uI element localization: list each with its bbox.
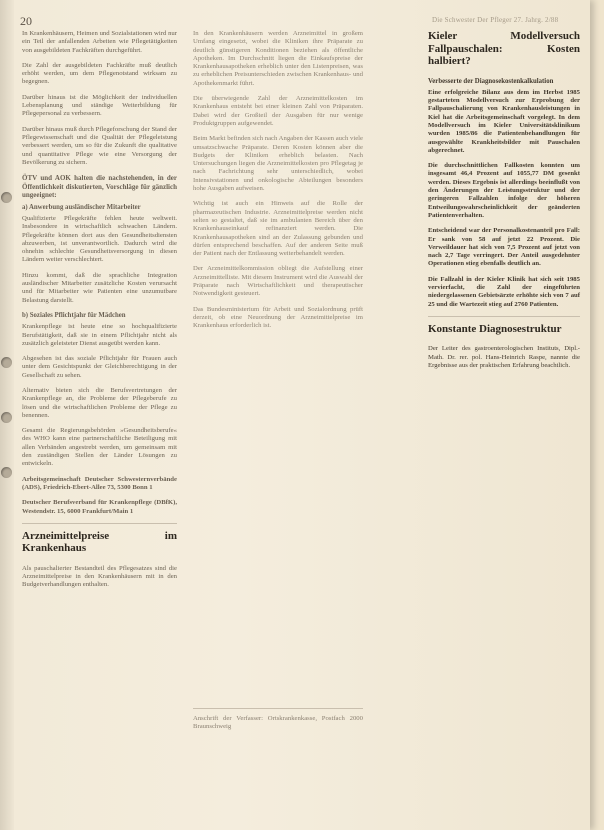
paragraph: Darüber hinaus ist die Möglichkeit der individuellen Lebensplanung und ständige Weiterbildung für Pflegepersonal zu verbessern.: [22, 93, 177, 118]
punch-hole: [1, 192, 12, 203]
column-right: [428, 30, 580, 377]
paragraph: Abgesehen ist das soziale Pflichtjahr für Frauen auch unter dem Gesichtspunkt der Gleichberechtigung in der Gesellschaft zu sehen.: [22, 355, 177, 379]
paragraph: Gesamt die Regierungsbehörden »Gesundheitsberufe« des WHO kann eine partnerschaftliche Beteiligung mit allen Verbänden angestrebt werden, um gemeinsam mit den zuständigen Stellen der Länder Lösungen zu entwickeln.: [22, 427, 177, 468]
paragraph: Qualifizierte Pflegekräfte fehlen heute weltweit. Insbesondere in wirtschaftlich schwachen Ländern. Pflegekräfte können dort aus den Gesundheitsdiensten abzuwerben, ist unverantwortlich. Dadurch wird die ohnehin schlechte Gesundheitsversorgung in diesen Ländern weiter verschlechtert.: [22, 214, 177, 264]
paragraph: Entscheidend war der Personalkostenanteil pro Fall: Er sank von 58 auf jetzt 22 Prozent. Die Verweildauer hat sich von 7,5 Prozent auf jetzt von nach 2,7 Tage verringert. Der Anteil ausgedehnter Operationen stieg ebenfalls deutlich an.: [428, 227, 580, 268]
contact-address: Deutscher Berufsverband für Krankenpflege (DBfK), Westendstr. 15, 6000 Frankfurt/Main 1: [22, 499, 177, 515]
paragraph: Darüber hinaus muß durch Pflegeforschung der Stand der Pflegewissenschaft und die Qualität der Pflegeleistung verbessert werden, um so für die Zukunft die qualitative und quantitative Pflege wie eine Versorgung der Bevölkerung zu sichern.: [22, 125, 177, 166]
subheading-b: b) Soziales Pflichtjahr für Mädchen: [22, 311, 126, 319]
paragraph: Als pauschalierter Bestandteil des Pflegesatzes sind die Arzneimittelpreise in den Krankenhäusern mit in den Budgetverhandlungen enthalten.: [22, 564, 177, 589]
binding-strip: [0, 0, 14, 830]
divider: [428, 316, 580, 317]
column-left: [22, 30, 177, 597]
paragraph: In Krankenhäusern, Heimen und Sozialstationen wird nur ein Teil der anfallenden Arbeiten wie Pflegetätigkeiten von ausgebildeten Fachkräften durchgeführt.: [22, 30, 177, 54]
punch-hole: [1, 412, 12, 423]
paragraph: Die Fallzahl in der Kieler Klinik hat sich seit 1985 vervierfacht, die Zahl der eingeführten niedergelassenen Gebietsärzte erhöhte sich von 7 auf 25 und die Wartezeit stieg auf 2760 Patienten.: [428, 275, 580, 308]
paragraph: Die Zahl der ausgebildeten Fachkräfte muß deutlich erhöht werden, um dem Pflegenotstand wirksam zu begegnen.: [22, 61, 177, 86]
paragraph: Die überwiegende Zahl der Arzneimittelkosten im Krankenhaus entsteht bei einer kleinen Zahl von Präparaten. Dabei wird der Großteil der Ausgaben für nur wenige Produktgruppen aufgewendet.: [193, 95, 363, 127]
author-box: [193, 702, 363, 739]
article-headline: Kieler Modellversuch Fallpauschalen: Kosten halbiert?: [428, 30, 580, 67]
running-head: Die Schwester Der Pfleger 27. Jahrg. 2/88: [432, 16, 559, 24]
paragraph: Die durchschnittlichen Fallkosten konnten um insgesamt 46,4 Prozent auf 1055,77 DM gesenkt werden. Dieses Ergebnis ist allerdings beeinflußt von den Änderungen der Leistungsstruktur und der geringeren Fallzahlen infolge der höheren Entweilungswahrscheinlichkeit der geänderten Patientenverhalten.: [428, 162, 580, 219]
paragraph: Alternativ bieten sich die Berufsvertretungen der Krankenpflege an, die Probleme der Pflegeberufe zu lösen und die wirtschaftlichen Probleme der Pflege zu benennen.: [22, 387, 177, 419]
page-number: 20: [20, 14, 32, 28]
paragraph: Der Arzneimittelkommission obliegt die Aufstellung einer Arzneimittelliste. Mit diesem Instrument wird die Auswahl der Präparate nach Wirtschaftlichkeit und therapeutischer Notwendigkeit gesteuert.: [193, 265, 363, 298]
punch-hole: [1, 357, 12, 368]
demands-heading: ÖTV und AOK halten die nachstehenden, in der Öffentlichkeit diskutierten, Vorschläge für gänzlich ungeeignet:: [22, 174, 177, 200]
section-title: Arzneimittelpreise im Krankenhaus: [22, 529, 177, 555]
paragraph: Das Bundesministerium für Arbeit und Sozialordnung prüft derzeit, ob eine Neuordnung der Arzneimittelpreise im Krankenhaus erforderlich ist.: [193, 305, 363, 330]
divider: [193, 708, 363, 709]
column-middle: [193, 30, 363, 731]
subheading-a: a) Anwerbung ausländischer Mitarbeiter: [22, 203, 141, 211]
paragraph: Eine erfolgreiche Bilanz aus dem im Herbst 1985 gestarteten Modellversuch zur Erprobung der Fallpauschalierung von Krankenhausleistungen in Kiel hat die Arbeitsgemeinschaft vorgelegt. In dem Modellversuch im Kieler Universitätsklinikum wurden 1985/86 die Patientenbehandlungen für ausgewählte Krankheitsbilder mit Pauschalen abgerechnet.: [428, 88, 580, 154]
article-subheading: Verbesserte der Diagnosekostenkalkulation: [428, 77, 554, 85]
paragraph: Hinzu kommt, daß die sprachliche Integration ausländischer Mitarbeiter zusätzliche Kosten verursacht und für Mitarbeiter wie Patienten eine unzumutbare Belastung darstellt.: [22, 271, 177, 304]
author-footer: Anschrift der Verfasser: Ortskrankenkasse, Postfach 2000 Braunschweig: [193, 715, 363, 731]
contact-address: Arbeitsgemeinschaft Deutscher Schwesternverbände (ADS), Friedrich-Ebert-Allee 73, 5300 Bonn 1: [22, 475, 177, 491]
divider: [22, 523, 177, 524]
punch-hole: [1, 467, 12, 478]
section-title: Konstante Diagnosestruktur: [428, 322, 562, 335]
paragraph: In den Krankenhäusern werden Arzneimittel in großem Umfang eingesetzt, wobei die Kliniken ihre Präparate zu deutlich günstigeren Konditionen beziehen als öffentliche Apotheken. Im Durchschnitt liegen die Einkaufspreise der Krankenhausapotheken erheblich unter den Listenpreisen, was zu erheblichen Preisunterschieden zwischen Krankenhaus- und Apothekenmarkt führt.: [193, 30, 363, 87]
paragraph: Wichtig ist auch ein Hinweis auf die Rolle der pharmazeutischen Industrie. Arzneimittelpreise werden nicht selten so gestaltet, daß sie im ambulanten Bereich über den Krankenhauseinkauf refinanziert werden. Die Krankenhausapotheken sind an der Zulassung gebunden und dürfen entsprechend beschaffen. Auf der anderen Seite muß der Patient nach der Entlassung weiterbehandelt werden.: [193, 200, 363, 258]
paragraph: Krankenpflege ist heute eine so hochqualifizierte Berufstätigkeit, daß sie in einem Pflichtjahr nicht als zusätzlich geleisteter Dienst ausgeübt werden kann.: [22, 323, 177, 347]
paragraph: Der Leiter des gastroenterologischen Instituts, Dipl.-Math. Dr. rer. pol. Hans-Heinrich Raspe, nannte die Ergebnisse aus der praktischen Erfahrung beachtlich.: [428, 345, 580, 370]
paragraph: Beim Markt befinden sich nach Angaben der Kassen auch viele umsatzschwache Präparate. Deren Kosten können aber die Budgets der Kliniken erheblich belasten. Nach Untersuchungen liegen die Arzneimittelkosten pro Pflegetag je nach Fachrichtung sehr unterschiedlich, wobei Intensivstationen und onkologische Abteilungen besonders hohe Ausgaben aufweisen.: [193, 135, 363, 193]
